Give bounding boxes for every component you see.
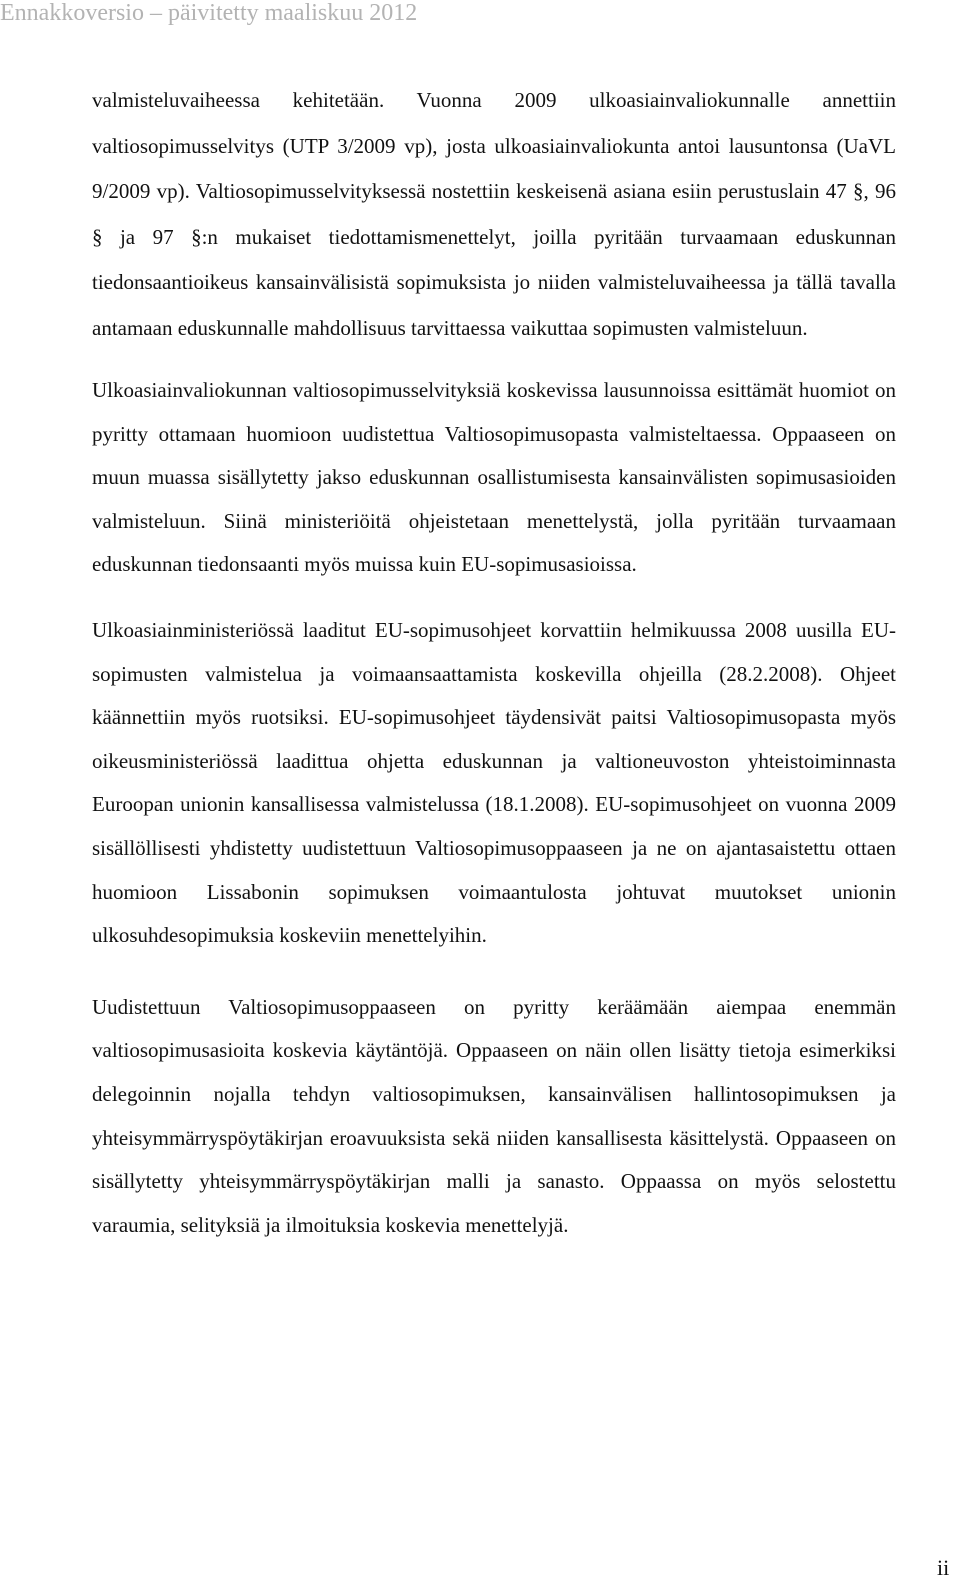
paragraph-1: valmisteluvaiheessa kehitetään. Vuonna 2009 ulkoasiainvaliokunnalle annettiin valtiosopimusselvitys (UTP 3/2009 vp), josta ulkoasiainvaliokunta antoi lausuntonsa (UaVL 9/2009 vp). Valtiosopimusselvityksessä nostettiin keskeisenä asiana esiin perustuslain 47 §, 96 § ja 97 §:n mukaiset tiedottamismenettelyt, joilla pyritään turvaamaan eduskunnan tiedonsaantioikeus kansainvälisistä sopimuksista jo niiden valmisteluvaiheessa ja tällä tavalla antamaan eduskunnalle mahdollisuus tarvittaessa vaikuttaa sopimusten valmisteluun. [92,88,896,340]
document-body [92,78,896,1247]
running-header: Ennakkoversio – päivitetty maaliskuu 2012 [0,0,418,26]
paragraph-2: Ulkoasiainvaliokunnan valtiosopimusselvityksiä koskevissa lausunnoissa esittämät huomiot on pyritty ottamaan huomioon uudistettua Valtiosopimusopasta valmisteltaessa. Oppaaseen on muun muassa sisällytetty jakso eduskunnan osallistumisesta kansainvälisten sopimusasioiden valmisteluun. Siinä ministeriöitä ohjeistetaan menettelystä, jolla pyritään turvaamaan eduskunnan tiedonsaanti myös muissa kuin EU-sopimusasioissa. [92,378,896,577]
paragraph-4: Uudistettuun Valtiosopimusoppaaseen on pyritty keräämään aiempaa enemmän valtiosopimusasioita koskevia käytäntöjä. Oppaaseen on näin ollen lisätty tietoja esimerkiksi delegoinnin nojalla tehdyn valtiosopimuksen, kansainvälisen hallintosopimuksen ja yhteisymmärryspöytäkirjan eroavuuksista sekä niiden kansallisesta käsittelystä. Oppaaseen on sisällytetty yhteisymmärryspöytäkirjan malli ja sanasto. Oppaassa on myös selostettu varaumia, selityksiä ja ilmoituksia koskevia menettelyjä. [92,994,896,1237]
paragraph-3: Ulkoasiainministeriössä laaditut EU-sopimusohjeet korvattiin helmikuussa 2008 uusilla EU-sopimusten valmistelua ja voimaansaattamista koskevilla ohjeilla (28.2.2008). Ohjeet käännettiin myös ruotsiksi. EU-sopimusohjeet täydensivät paitsi Valtiosopimusopasta myös oikeusministeriössä laadittua ohjetta eduskunnan ja valtioneuvoston yhteistoiminnasta Euroopan unionin kansallisessa valmistelussa (18.1.2008). EU-sopimusohjeet on vuonna 2009 sisällöllisesti yhdistetty uudistettuun Valtiosopimusoppaaseen ja ne on ajantasaistettu ottaen huomioon Lissabonin sopimuksen voimaantulosta johtuvat muutokset unionin ulkosuhdesopimuksia koskeviin menettelyihin. [92,617,896,948]
page-number: ii [937,1555,950,1580]
